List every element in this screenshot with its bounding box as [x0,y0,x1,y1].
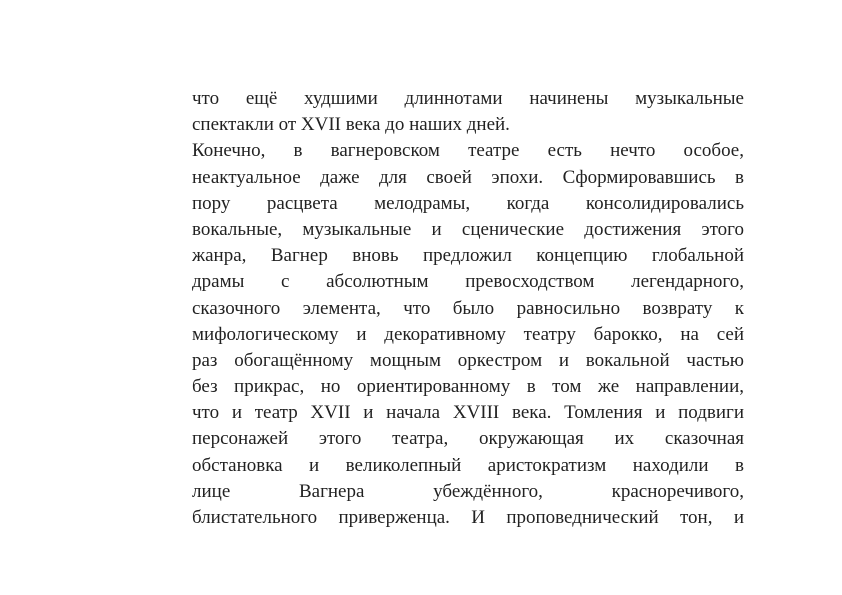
text-line: что и театр XVII и начала XVIII века. Томления и подвиги [192,402,744,424]
text-line: блистательного приверженца. И проповеднический тон, и [192,507,744,528]
text-line: драмы с абсолютным превосходством легендарного, [192,271,744,293]
text-line: спектакли от XVII века до наших дней. [192,114,510,136]
text-line: обстановка и великолепный аристократизм находили в [192,454,744,476]
text-line: жанра, Вагнер вновь предложил концепцию глобальной [192,245,744,267]
text-line: неактуальное даже для своей эпохи. Сформировавшись в [192,166,744,188]
text-line: пору расцвета мелодрамы, когда консолидировались [192,192,744,214]
text-line: сказочного элемента, что было равносильно возврату к [192,297,744,319]
text-line: лице Вагнера убеждённого, красноречивого, [192,480,744,502]
text-line: раз обогащённому мощным оркестром и вокальной частью [192,349,744,371]
text-line: что ещё худшими длиннотами начинены музыкальные [192,88,744,109]
text-line: вокальные, музыкальные и сценические достижения этого [192,218,744,240]
text-line: без прикрас, но ориентированному в том же направлении, [192,376,744,398]
body-text [192,86,744,531]
text-line: Конечно, в вагнеровском театре есть нечто особое, [192,140,744,162]
text-line: мифологическому и декоративному театру барокко, на сей [192,323,744,345]
text-line: персонажей этого театра, окружающая их сказочная [192,428,744,450]
